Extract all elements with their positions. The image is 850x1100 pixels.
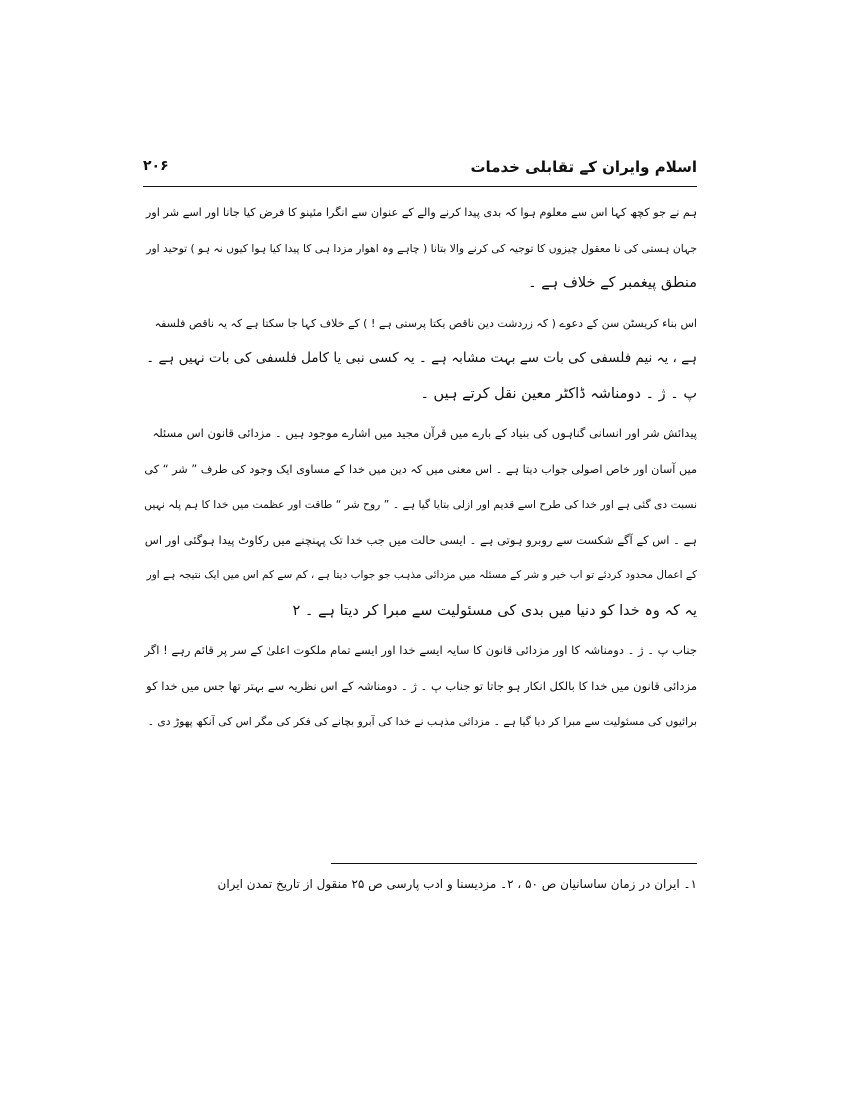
page-body [143,195,697,740]
text-line: ہم نے جو کچھ کہا اس سے معلوم ہوا کہ بدی پیدا کرنے والے کے عنوان سے انگرا مئینو کا فرض کیا جانا اور اسے شر اور [145,206,697,219]
text-line: برائیوں کی مسئولیت سے مبرا کر دیا گیا ہے ۔ مزدائی مذہب نے خدا کی آبرو بچانے کی فکر کی مگر اس کی آنکھ پھوڑ دی ۔ [147,715,697,728]
text-line: جناب پ ۔ ژ ۔ دومناشہ کا اور مزدائی قانون کا سایہ ایسے خدا اور ایسے تمام ملکوت اعلیٰ کے سر پر قائم رہے ! اگر [144,643,697,657]
page-header [143,158,697,186]
text-line: منطق پیغمبر کے خلاف ہے ۔ [528,275,697,291]
running-title: اسلام وایران کے تقابلی خدمات [470,158,697,176]
text-line: نسبت دی گئی ہے اور خدا کی طرح اسے قدیم اور ازلی بتایا گیا ہے ۔ ” روح شر “ طاقت اور عظمت میں خدا کا ہم پلہ نہیں [144,498,697,511]
footnote-rule [331,863,697,864]
text-line: ہے ، یہ نیم فلسفی کی بات سے بہت مشابہ ہے ۔ یہ کسی نبی یا کامل فلسفی کی بات نہیں ہے ۔ [146,350,697,366]
page-number: ۲۰۶ [143,158,169,174]
text-line: جہان ہستی کی نا معقول چیزوں کا توجیہ کی کرنے والا بتانا ( چاہے وہ اھوار مزدا ہی کا پیدا کیا ہوا کیوں نہ ہو ) توحید اور [146,241,697,255]
paragraph [143,633,697,740]
text-line: کے اعمال محدود کردئے تو اب خیر و شر کے مسئلہ میں مزدائی مذہب جو جواب دیتا ہے ، کم سے کم اس میں ایک نتیجہ ہے اور [146,569,697,581]
paragraph [143,195,697,302]
header-rule [143,186,697,187]
text-line: مزدائی قانون میں خدا کا بالکل انکار ہو جاتا تو جناب پ ۔ ژ ۔ دومناشہ کے اس نظریہ سے بہتر تھا جس میں خدا کو [146,678,697,693]
paragraph [143,306,697,413]
text-line: اس بناء کریسٹن سن کے دعوے ( کہ زردشت دین ناقص یکتا پرستی ہے ! ) کے خلاف کہا جا سکتا ہے کہ یہ ناقص فلسفہ [154,316,697,330]
text-line: ہے ۔ اس کے آگے شکست سے روبرو ہوتی ہے ۔ ایسی حالت میں جب خدا تک پہنچنے میں رکاوٹ پیدا ہوگئی اور اس [144,532,697,547]
paragraph [143,416,697,629]
text-line: پ ۔ ژ ۔ دومناشہ ڈاکٹر معین نقل کرتے ہیں ۔ [420,385,697,402]
footnote: ۱۔ ایران در زمان ساسانیان ص ۵۰ ، ۲۔ مزدیسنا و ادب پارسی ص ۲۵ منقول از تاریخ تمدن ایران [217,877,697,891]
text-line: میں آسان اور خاص اصولی جواب دیتا ہے ۔ اس معنی میں کہ دین میں خدا کے مساوی ایک وجود کی طرف ” شر “ کی [144,462,697,476]
text-line: پیدائش شر اور انسانی گناہوں کی بنیاد کے بارے میں قرآن مجید میں اشارے موجود ہیں ۔ مزدائی قانون اس مسئلہ [152,426,697,440]
text-line: یہ کہ وہ خدا کو دنیا میں بدی کی مسئولیت سے مبرا کر دیتا ہے ۔ ۲ [292,602,697,619]
